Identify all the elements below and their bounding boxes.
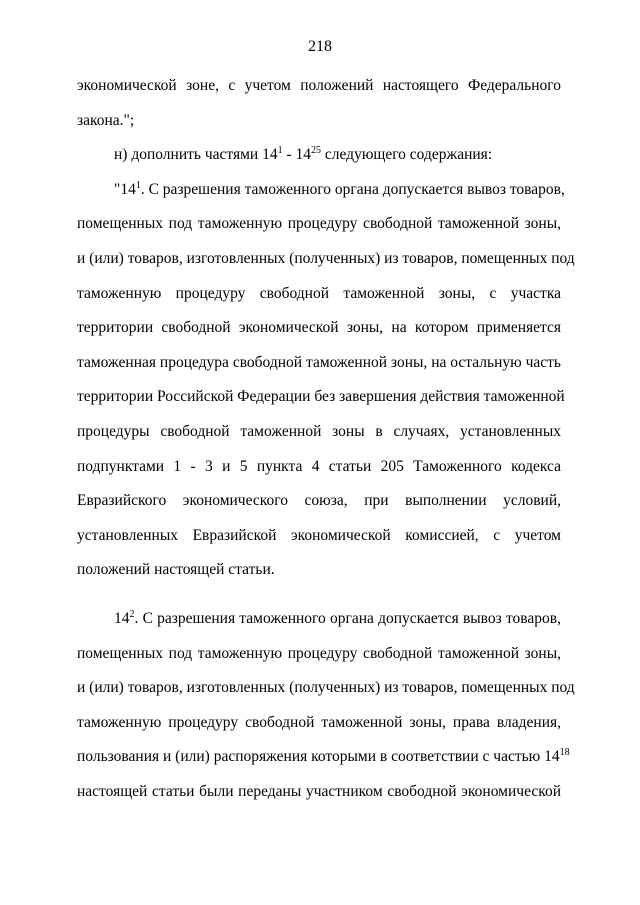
text-segment: . С разрешения таможенного органа допускается вывоз товаров, [140, 180, 565, 198]
text-segment: закона."; [77, 111, 135, 129]
text-segment: территории Российской Федерации без завершения действия таможенной [77, 388, 565, 406]
paragraph-14-1-start [77, 173, 565, 208]
text-segment: и (или) товаров, изготовленных (полученных) из товаров, помещенных под [77, 249, 575, 267]
superscript-text: 25 [311, 145, 322, 157]
text-segment: "14 [114, 180, 136, 198]
paragraph-14-2-start [77, 602, 561, 637]
text-line [77, 519, 561, 554]
text-line [77, 207, 561, 242]
text-segment: таможенная процедура свободной таможенной зоны, на остальную часть [77, 353, 561, 371]
text-segment: - 14 [282, 146, 312, 164]
text-segment: положений настоящей статьи. [77, 561, 275, 579]
text-line [77, 277, 561, 312]
text-line [77, 242, 575, 277]
text-segment: таможенную процедуру свободной таможенной зоны, права владения, [77, 713, 561, 731]
text-segment: 14 [114, 609, 130, 627]
amendment-clause-n [77, 138, 561, 173]
text-segment: процедуры свободной таможенной зоны в случаях, установленных [77, 422, 561, 440]
superscript-text: 1 [277, 145, 283, 157]
text-line [77, 415, 561, 450]
text-segment: установленных Евразийской экономической комиссией, с учетом [77, 526, 561, 544]
text-line [77, 775, 561, 810]
text-segment: территории свободной экономической зоны, на котором применяется [77, 319, 561, 337]
text-segment: Евразийского экономического союза, при выполнении условий, [77, 492, 561, 510]
superscript-text: 18 [559, 747, 570, 759]
text-segment: помещенных под таможенную процедуру свободной таможенной зоны, [77, 215, 561, 233]
text-segment: таможенную процедуру свободной таможенной зоны, с участка [77, 284, 561, 302]
superscript-text: 1 [135, 179, 141, 191]
text-line [77, 311, 561, 346]
text-line [77, 637, 561, 672]
text-line [77, 104, 561, 139]
text-segment: экономической зоне, с учетом положений настоящего Федерального [77, 77, 561, 94]
text-line [77, 671, 575, 706]
text-segment: следующего содержания: [321, 146, 493, 164]
text-line [77, 380, 565, 415]
page-number: 218 [308, 38, 332, 55]
text-segment: подпунктами 1 - 3 и 5 пункта 4 статьи 205 Таможенного кодекса [77, 457, 561, 475]
text-segment: пользования и (или) распоряжения которыми в соответствии с частью 14 [77, 748, 560, 766]
text-line [77, 484, 561, 519]
text-segment: . С разрешения таможенного органа допускается вывоз товаров, [134, 609, 561, 627]
text-segment: н) дополнить частями 14 [114, 146, 278, 164]
text-line [77, 706, 561, 741]
text-segment: настоящей статьи были переданы участником свободной экономической [77, 782, 561, 800]
text-line [77, 740, 570, 775]
text-line [77, 553, 561, 588]
text-line [77, 69, 561, 104]
document-body [77, 69, 575, 809]
text-line [77, 450, 561, 485]
text-segment: помещенных под таможенную процедуру свободной таможенной зоны, [77, 644, 561, 662]
text-line [77, 346, 561, 381]
superscript-text: 2 [129, 608, 135, 620]
text-segment: и (или) товаров, изготовленных (полученных) из товаров, помещенных под [77, 679, 575, 697]
